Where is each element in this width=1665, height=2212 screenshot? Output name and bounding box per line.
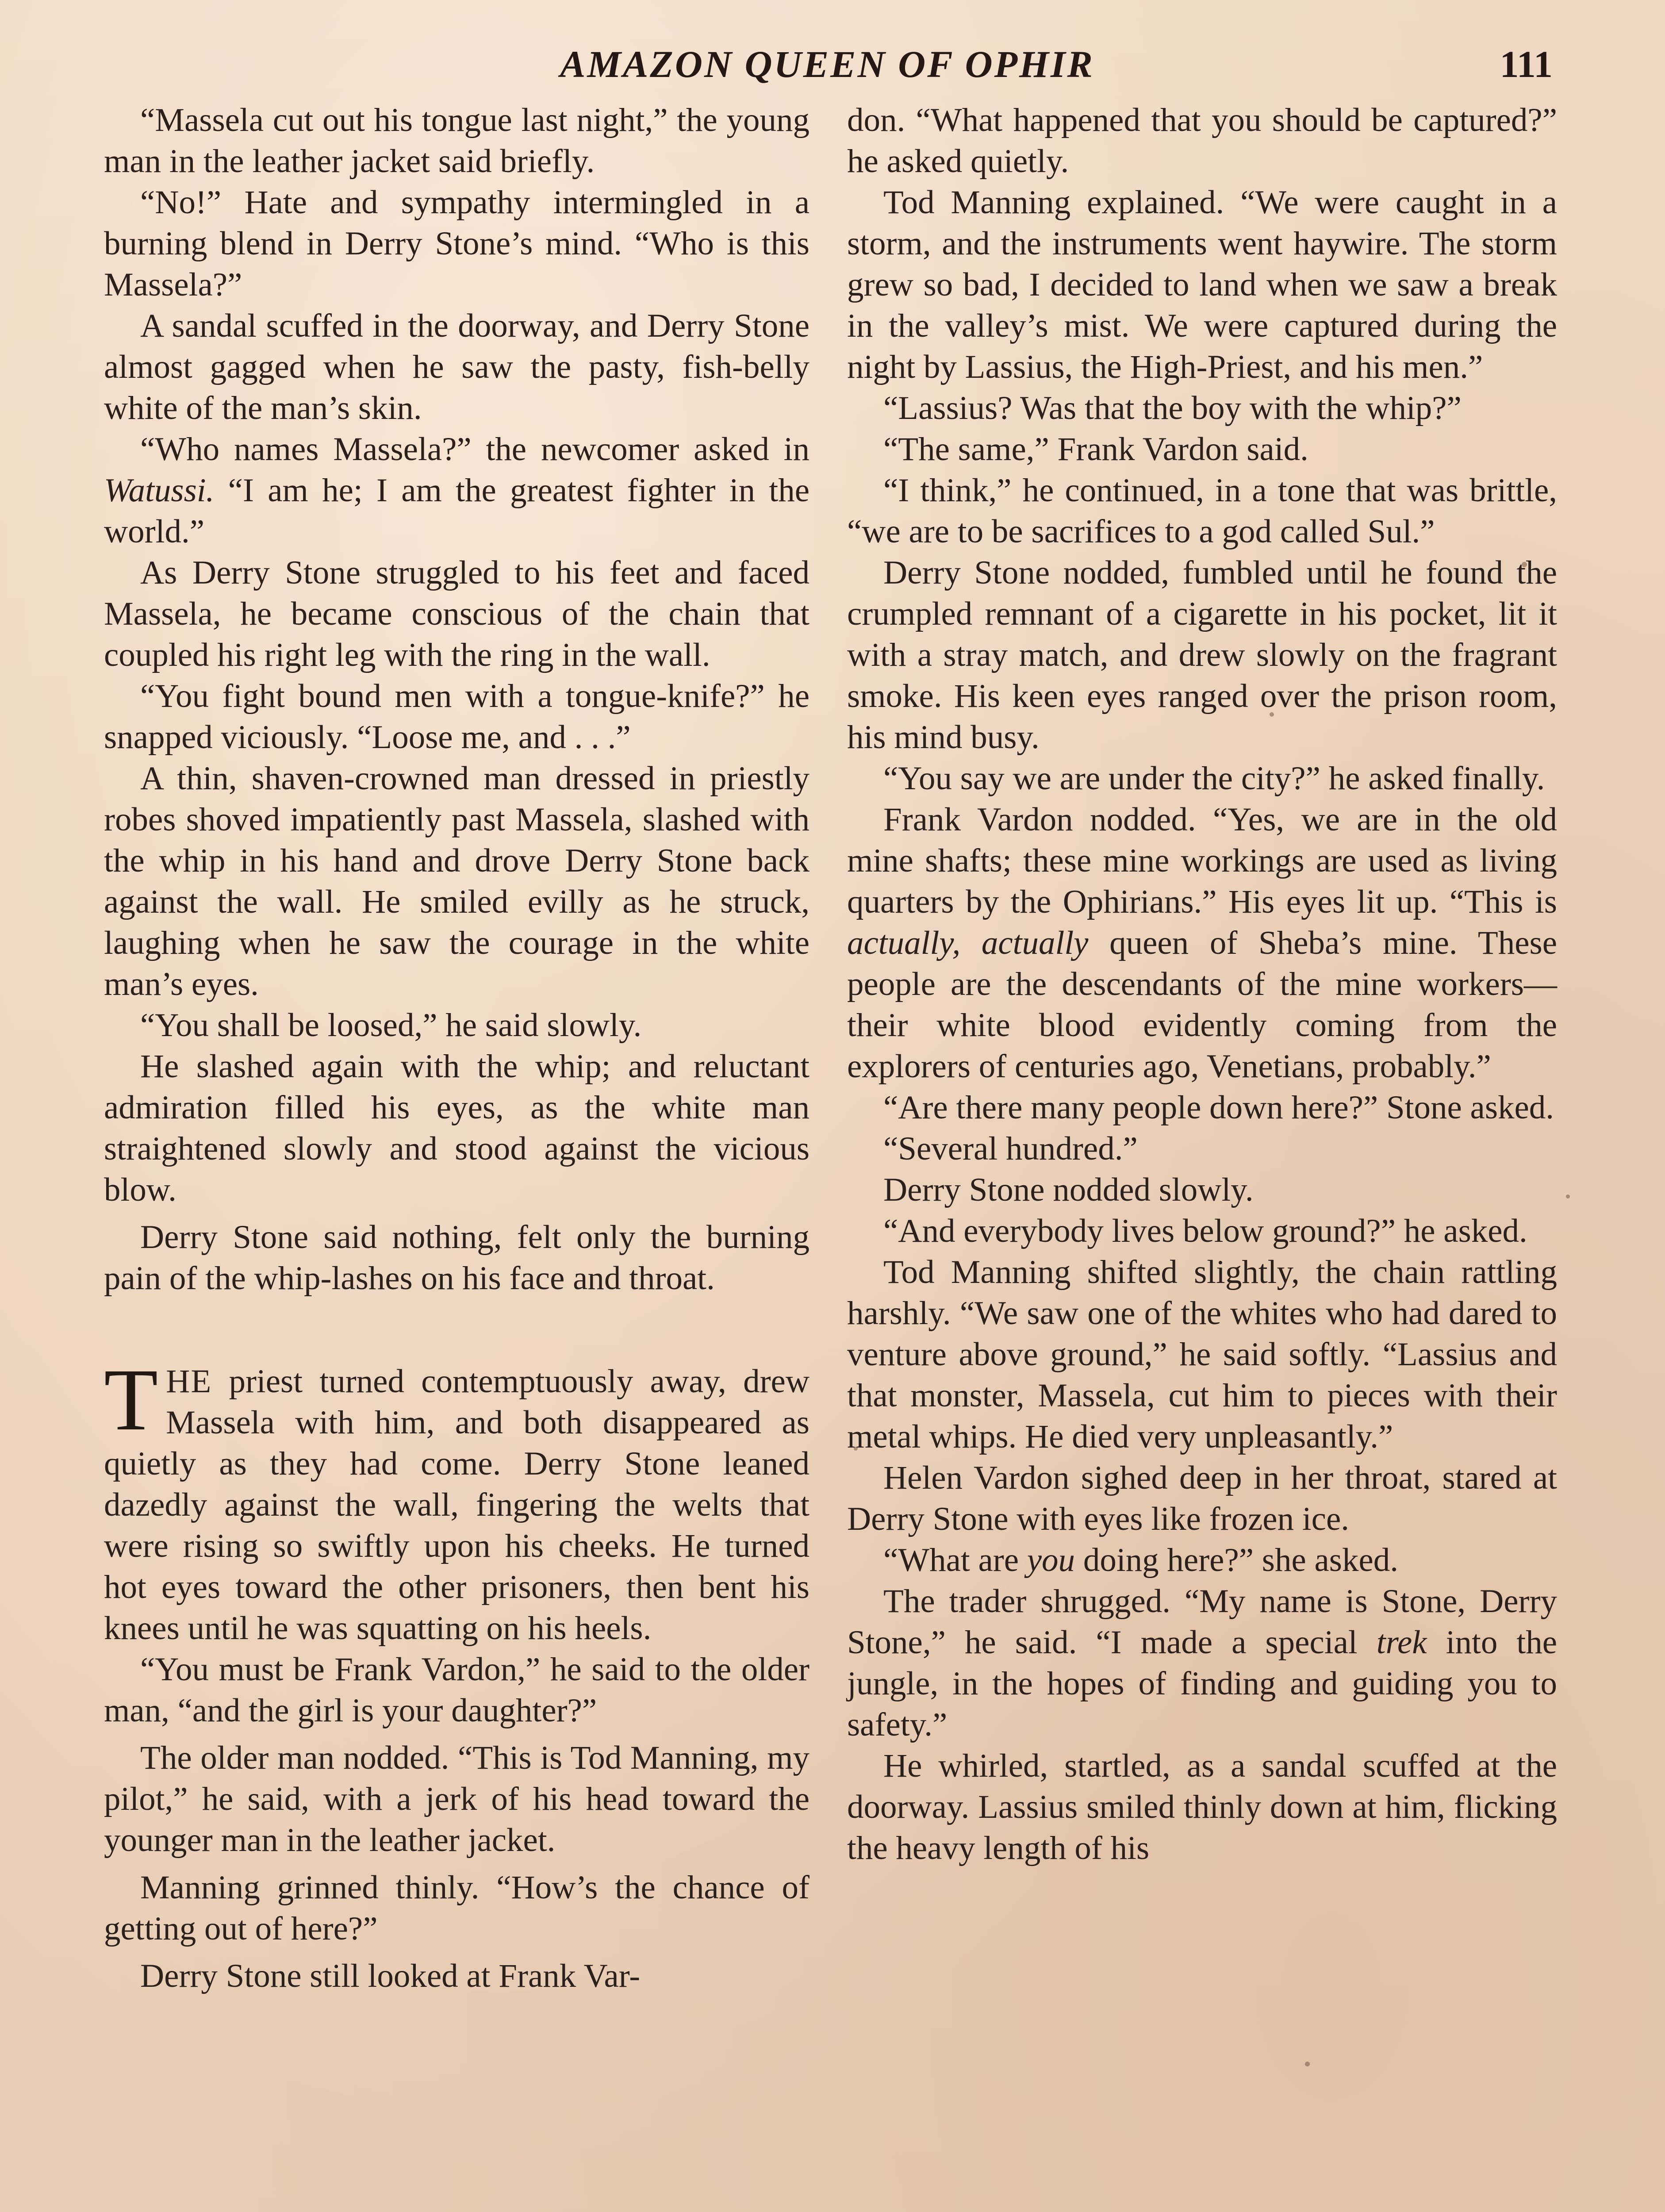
paragraph: He slashed again with the whip; and reluctant admiration filled his eyes, as the white man straightened slowly and stood against the vicious blow. [104,1048,809,1208]
text-run: priest turned contemptuously away, drew Massela with him, and both disappeared as quietly as they had come. Derry Stone leaned dazedly against the wall, fingering the welts that were rising so swiftly upon his cheeks. He turned hot eyes toward the other prisoners, then bent his knees until he was squatting on his heels. [104,1363,809,1647]
left-column [104,100,809,1997]
right-column [847,100,1557,1869]
page-header [102,42,1553,100]
paragraph: “I think,” he continued, in a tone that was brittle, “we are to be sacrifices to a god called Sul.” [847,472,1557,550]
paragraph: Tod Manning shifted slightly, the chain rattling harshly. “We saw one of the whites who had dared to venture above ground,” he said softly. “Lassius and that monster, Massela, cut him to pieces with their metal whips. He died very unpleasantly.” [847,1254,1557,1455]
paragraph: “The same,” Frank Vardon said. [883,431,1308,468]
paragraph: A sandal scuffed in the doorway, and Derry Stone almost gagged when he saw the pasty, fish-belly white of the man’s skin. [104,307,809,426]
paragraph: He whirled, startled, as a sandal scuffed at the doorway. Lassius smiled thinly down at him, flicking the heavy length of his [847,1747,1557,1866]
paragraph: Derry Stone nodded, fumbled until he found the crumpled remnant of a cigarette in his pocket, lit it with a stray match, and drew slowly on the fragrant smoke. His keen eyes ranged over the prison room, his mind busy. [847,554,1557,756]
running-title: AMAZON QUEEN OF OPHIR [560,43,1094,85]
paragraph: “And everybody lives below ground?” he asked. [883,1213,1527,1249]
text-run: “Who names Massela?” the newcomer asked in [140,431,809,468]
text-run: The trader shrugged. “My name is Stone, Derry Stone,” he said. “I made a special [847,1583,1557,1661]
paragraph: “You must be Frank Vardon,” he said to the older man, “and the girl is your daughter?” [104,1651,809,1729]
paragraph: “Massela cut out his tongue last night,” the young man in the leather jacket said briefly. [104,102,809,180]
paragraph: Tod Manning explained. “We were caught in a storm, and the instruments went haywire. The storm grew so bad, I decided to land when we saw a break in the valley’s mist. We were captured during the night by Lassius, the High-Priest, and his men.” [847,184,1557,385]
paper-speck [1522,562,1527,567]
paper-speck [1270,712,1274,717]
paragraph: Derry Stone still looked at Frank Var- [140,1958,641,1994]
text-run: into the jungle, in the hopes of finding and guiding you to safety.” [847,1624,1557,1743]
paragraph: A thin, shaven-crowned man dressed in priestly robes shoved impatiently past Massela, slashed with the whip in his hand and drove Derry Stone back against the wall. He smiled evilly as he struck, laughing when he saw the courage in the white man’s eyes. [104,760,809,1002]
text-run: doing here?” she asked. [1075,1542,1399,1578]
paragraph: Manning grinned thinly. “How’s the chance of getting out of here?” [104,1869,809,1947]
paragraph: Derry Stone said nothing, felt only the burning pain of the whip-lashes on his face and throat. [104,1219,809,1297]
paragraph: don. “What happened that you should be captured?” he asked quietly. [847,102,1557,180]
italic-word: Watussi. [104,472,215,509]
paragraph: “No!” Hate and sympathy intermingled in a burning blend in Derry Stone’s mind. “Who is this Massela?” [104,184,809,303]
paragraph [847,1540,1557,1581]
paragraph: Helen Vardon sighed deep in her throat, stared at Derry Stone with eyes like frozen ice. [847,1459,1557,1537]
italic-phrase: actually, actually [847,925,1089,961]
paragraph: “You fight bound men with a tongue-knife?” he snapped viciously. “Loose me, and . . .” [104,678,809,756]
paper-speck [1566,1194,1570,1198]
paragraph: The older man nodded. “This is Tod Manning, my pilot,” he said, with a jerk of his head toward the younger man in the leather jacket. [104,1740,809,1859]
paper-speck [1305,2062,1310,2066]
drop-cap: T [104,1351,158,1449]
paragraph: “You shall be loosed,” he said slowly. [140,1007,642,1044]
paragraph: “Are there many people down here?” Stone asked. [883,1089,1554,1126]
paragraph [847,1581,1557,1745]
text-run: “I am he; I am the greatest fighter in the world.” [104,472,809,550]
text-run: “What are [883,1542,1027,1578]
small-caps-text: HE [166,1363,212,1400]
paper-speck [854,1447,858,1451]
paragraph: “Lassius? Was that the boy with the whip?” [883,390,1462,426]
paragraph: “You say we are under the city?” he asked finally. [883,760,1545,797]
italic-word: trek [1376,1624,1427,1661]
paragraph [847,799,1557,1087]
page-number: 111 [1500,43,1553,85]
italic-word: you [1027,1542,1075,1578]
paragraph: “Several hundred.” [883,1130,1138,1167]
paragraph: Derry Stone nodded slowly. [883,1171,1254,1208]
paragraph [104,429,809,552]
text-run: queen of Sheba’s mine. These people are the descendants of the mine workers—their white blood evidently coming from the explorers of centuries ago, Venetians, probably.” [847,925,1557,1085]
section-start-paragraph [104,1351,809,1649]
paragraph: As Derry Stone struggled to his feet and faced Massela, he became conscious of the chain that coupled his right leg with the ring in the wall. [104,554,809,673]
text-run: Frank Vardon nodded. “Yes, we are in the old mine shafts; these mine workings are used as living quarters by the Ophirians.” His eyes lit up. “This is [847,801,1557,920]
